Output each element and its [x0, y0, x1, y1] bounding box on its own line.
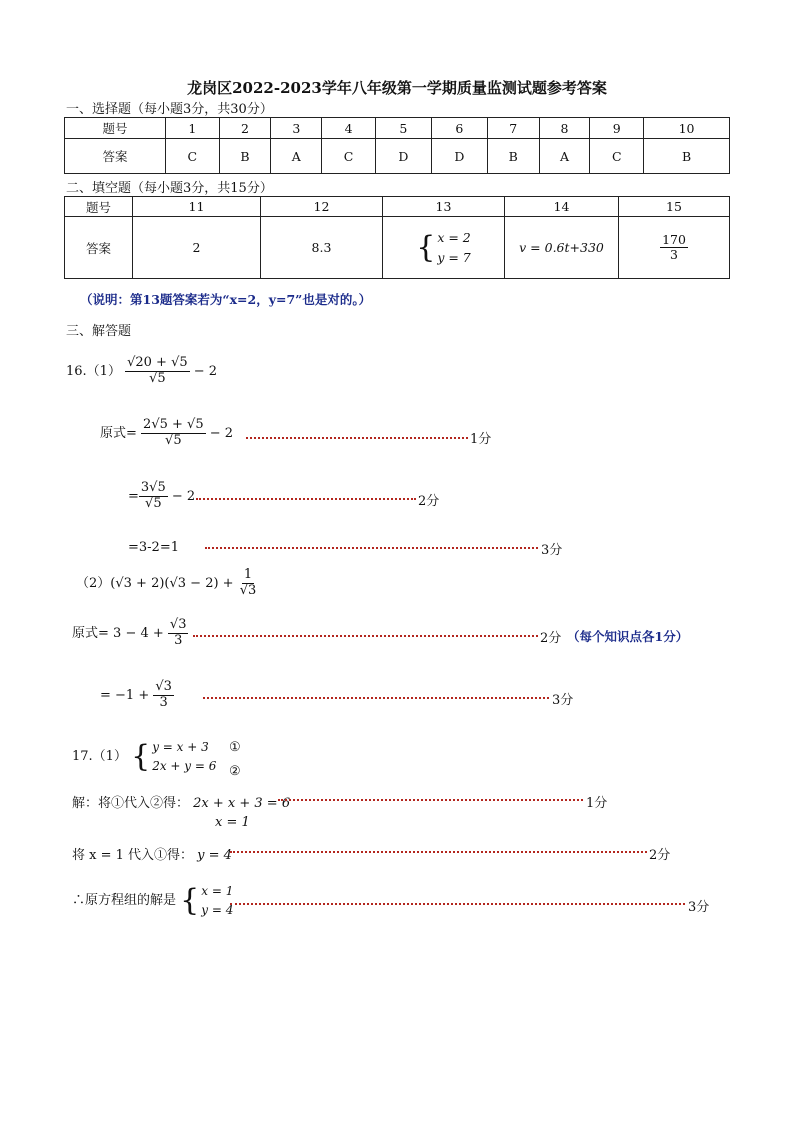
question-number: 4 — [322, 118, 376, 139]
answer-11: 2 — [133, 217, 261, 279]
q17-step1 — [72, 792, 290, 811]
question-number: 1 — [166, 118, 220, 139]
step2-minus: − 2 — [171, 488, 196, 504]
answer-15-numerator: 170 — [662, 231, 686, 247]
answer-15 — [619, 217, 730, 279]
answer-cell: B — [219, 139, 271, 174]
answer-cell: B — [487, 139, 539, 174]
step2 — [128, 481, 195, 512]
answer-cell: D — [431, 139, 487, 174]
step3-text: =3-2=1 — [128, 540, 179, 555]
q17-eq1: y = x + 3 — [152, 740, 209, 754]
question-number: 7 — [487, 118, 539, 139]
question-number: 11 — [133, 197, 261, 217]
dotted-leader — [230, 903, 685, 905]
answer-12: 8.3 — [261, 217, 383, 279]
q17-step3: ∴原方程组的解是 { x = 1 y = 4 — [72, 882, 234, 918]
dotted-leader — [246, 437, 468, 439]
q17-step3-eq2: y = 4 — [201, 902, 234, 917]
yuanshi-label: 原式= — [100, 425, 137, 441]
answer-15-denominator: 3 — [670, 247, 678, 262]
question-number: 15 — [619, 197, 730, 217]
answer-cell: A — [539, 139, 590, 174]
q17-step2 — [72, 844, 232, 863]
step2-score: 2分 — [418, 494, 440, 509]
question-number: 5 — [375, 118, 431, 139]
q17-step3-eq1: x = 1 — [201, 884, 234, 898]
q16-1-numerator: √20 + √5 — [127, 355, 188, 370]
section1-heading: 一、选择题（每小题3分，共30分） — [66, 102, 273, 117]
answer-cell: D — [375, 139, 431, 174]
step1-denominator: √5 — [165, 432, 182, 448]
q17-step2-label: 将 x = 1 代入①得： — [72, 848, 194, 863]
answer-cell: B — [644, 139, 730, 174]
step4-numerator: √3 — [169, 617, 187, 632]
q17-step2-score: 2分 — [649, 848, 671, 863]
q17-step2-expr: y = 4 — [197, 848, 232, 863]
step2-denominator: √5 — [145, 495, 162, 511]
q16-2-problem — [76, 568, 258, 599]
step1-numerator: 2√5 + √5 — [143, 417, 204, 432]
question-number: 13 — [383, 197, 505, 217]
page-title: 龙岗区2022-2023学年八年级第一学期质量监测试题参考答案 — [187, 79, 607, 97]
step4-prefix: 原式= — [72, 625, 109, 641]
q17-eq2: 2x + y = 6 — [152, 758, 217, 773]
q16-2-label: （2） — [76, 575, 111, 591]
row-label-answer: 答案 — [65, 139, 166, 174]
step4 — [72, 618, 188, 649]
answer-14 — [505, 217, 619, 279]
q17-problem: 17.（1） { y = x + 3 2x + y = 6 — [72, 738, 217, 774]
q17-label: 17.（1） — [72, 749, 127, 765]
section2-heading: 二、填空题（每小题3分，共15分） — [66, 181, 273, 196]
question-number: 12 — [261, 197, 383, 217]
dotted-leader — [193, 635, 538, 637]
q16-1-minus: − 2 — [193, 363, 218, 379]
answer-cell: C — [590, 139, 644, 174]
question-number: 3 — [271, 118, 322, 139]
question-number: 10 — [644, 118, 730, 139]
dotted-leader — [278, 799, 583, 801]
row-label-answer: 答案 — [65, 217, 133, 279]
answer-cell: A — [271, 139, 322, 174]
row-label-number: 题号 — [65, 118, 166, 139]
q17-step1b: x = 1 — [215, 815, 250, 830]
step5-denominator: 3 — [159, 694, 168, 710]
q16-2-numerator: 1 — [243, 567, 253, 582]
step2-numerator: 3√5 — [140, 480, 166, 495]
q16-label: 16.（1） — [66, 363, 121, 379]
row-label-number: 题号 — [65, 197, 133, 217]
step4-note: （每个知识点各1分） — [567, 629, 689, 644]
step5-score: 3分 — [552, 693, 574, 708]
q17-step3-label: ∴原方程组的解是 — [72, 893, 177, 909]
question-number: 8 — [539, 118, 590, 139]
q17-step1-label: 解：将①代入②得： — [72, 796, 190, 811]
answer-cell: C — [322, 139, 376, 174]
step4-score: 2分 — [540, 631, 562, 646]
answer-13-line1: x = 2 — [437, 230, 471, 246]
dotted-leader — [196, 498, 416, 500]
answer-13-line2: y = 7 — [437, 249, 471, 265]
q16-1-problem — [66, 356, 217, 387]
dotted-leader — [203, 697, 549, 699]
step3-score: 3分 — [541, 543, 563, 558]
q16-2-denominator: √3 — [239, 582, 257, 598]
q16-2-expr: (√3 + 2)(√3 − 2) + — [110, 575, 234, 591]
step5-numerator: √3 — [155, 679, 172, 694]
step4-denominator: 3 — [174, 632, 183, 648]
section3-heading: 三、解答题 — [66, 324, 132, 339]
q17-step1-expr: 2x + x + 3 = 6 — [193, 796, 291, 811]
step5 — [100, 680, 174, 711]
answer-14-text: v = 0.6t+330 — [519, 240, 604, 255]
q17-mark1: ① — [229, 740, 241, 755]
question-number: 9 — [590, 118, 644, 139]
multiple-choice-table — [64, 117, 730, 174]
answer-13: { x = 2 y = 7 — [383, 217, 505, 279]
question-number: 6 — [431, 118, 487, 139]
answer-cell: C — [166, 139, 220, 174]
q17-mark2: ② — [229, 764, 241, 779]
step4-expr: 3 − 4 + — [113, 625, 164, 641]
step5-expr: = −1 + — [100, 687, 150, 703]
q16-1-denominator: √5 — [149, 370, 166, 386]
q17-step1-score: 1分 — [586, 796, 608, 811]
step2-equals: = — [128, 488, 139, 504]
step1-minus: − 2 — [209, 425, 234, 441]
dotted-leader — [230, 851, 647, 853]
dotted-leader — [205, 547, 538, 549]
question-number: 14 — [505, 197, 619, 217]
step1-score: 1分 — [470, 432, 492, 447]
q17-step3-score: 3分 — [688, 900, 710, 915]
fill-in-table — [64, 196, 730, 279]
step1 — [100, 418, 233, 449]
section2-note: （说明：第13题答案若为“x=2，y=7”也是对的。） — [80, 292, 372, 307]
question-number: 2 — [219, 118, 271, 139]
